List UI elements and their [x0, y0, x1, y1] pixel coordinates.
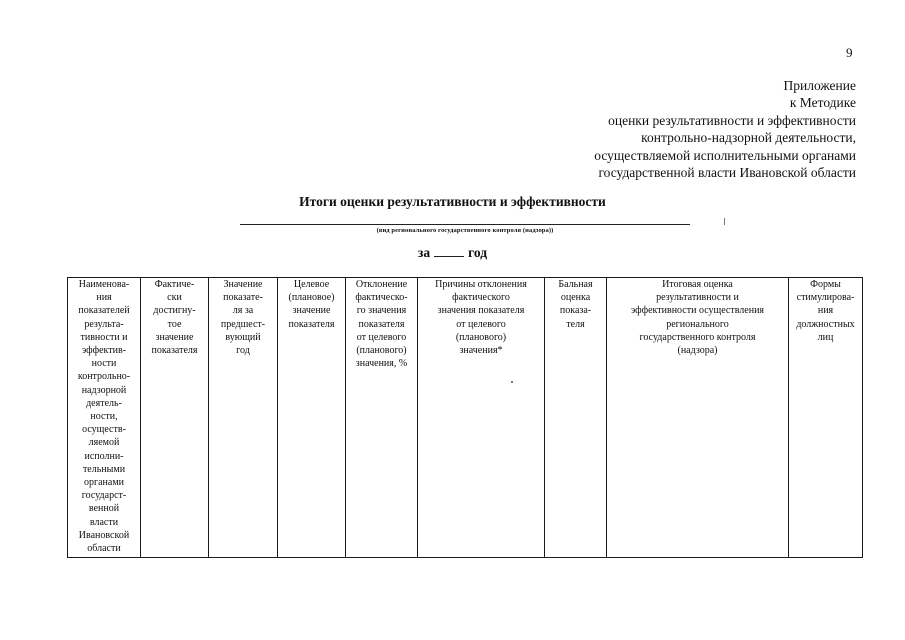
page-number: 9: [846, 45, 853, 60]
scan-mark: [724, 218, 725, 225]
table-header-cell: [141, 278, 209, 558]
table-header-cell: [607, 278, 789, 558]
control-type-caption: (вид регионального государственного контроля (надзора)): [376, 227, 554, 234]
header-score: Бальная оценка показа- теля: [558, 279, 593, 330]
header-indicator-name: Наименова- ния показателей результа- тивности и эффектив- ности контрольно- надзорной деятель- ности, осуществ- ляемой исполни- тельными органами государст- венной власти Ивановской области: [77, 279, 131, 555]
table-header-cell: [209, 278, 278, 558]
header-final-assessment: Итоговая оценка результативности и эффективности осуществления регионального государственного контроля (надзора): [630, 279, 765, 357]
year-suffix: год: [468, 245, 488, 260]
appendix-line: государственной власти Ивановской области: [598, 165, 856, 181]
year-prefix: за: [417, 245, 431, 260]
table-header-cell: [545, 278, 607, 558]
scan-dot: [511, 381, 513, 383]
year-blank: [434, 245, 464, 257]
results-table: [67, 277, 863, 558]
header-deviation-reasons: Причины отклонения фактического значения показателя от целевого (планового) значения*: [435, 279, 527, 357]
appendix-line: к Методике: [789, 95, 856, 111]
year-line: [0, 245, 905, 261]
appendix-line: осуществляемой исполнительными органами: [594, 147, 856, 163]
appendix-line: Приложение: [783, 78, 856, 93]
appendix-line: оценки результативности и эффективности: [608, 112, 856, 128]
header-actual-value: Фактиче- ски достигну- тое значение показателя: [151, 279, 198, 357]
control-type-line: [240, 224, 690, 225]
header-target-value: Целевое (плановое) значение показателя: [288, 279, 335, 330]
table-header-cell: [278, 278, 346, 558]
table-header-cell: [68, 278, 141, 558]
appendix-header: [594, 77, 856, 181]
table-header-cell: [418, 278, 545, 558]
header-previous-year-value: Значение показате- ля за предшест- вующий год: [220, 279, 266, 357]
table-header-cell: [789, 278, 863, 558]
header-incentive-forms: Формы стимулирова- ния должностных лиц: [796, 279, 855, 343]
table-header-cell: [346, 278, 418, 558]
appendix-line: контрольно-надзорной деятельности,: [641, 130, 856, 146]
page-title: Итоги оценки результативности и эффективности: [299, 194, 606, 209]
header-deviation: Отклонение фактическо- го значения показателя от целевого (планового) значения, %: [355, 279, 408, 370]
